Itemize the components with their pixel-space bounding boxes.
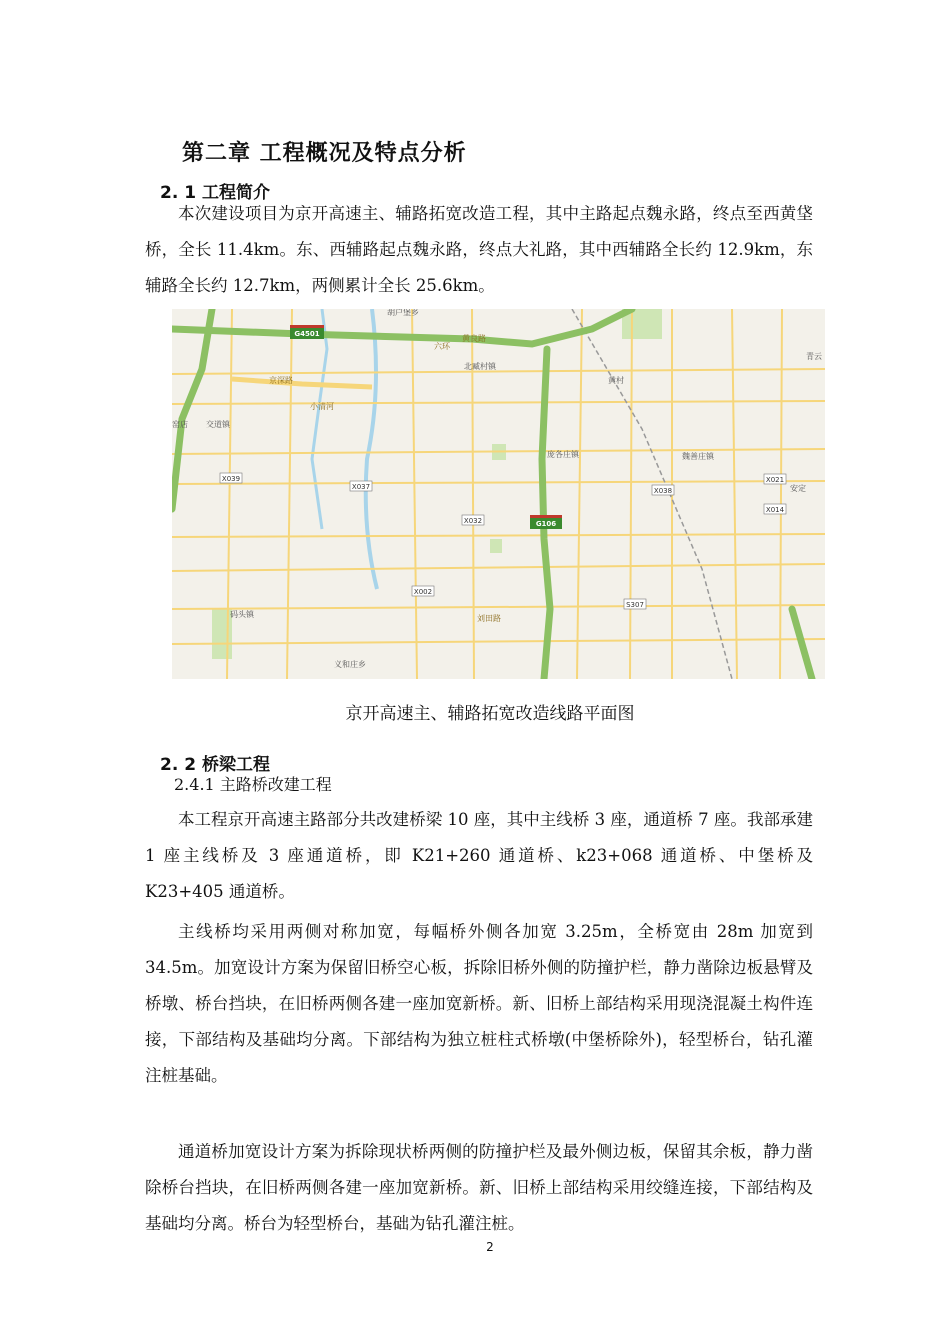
svg-text:X037: X037 (351, 483, 371, 491)
intro-paragraph: 本次建设项目为京开高速主、辅路拓宽改造工程，其中主路起点魏永路，终点至西黄垡桥，全长 11.4km。东、西辅路起点魏永路，终点大礼路，其中西辅路全长约 12.9km，东辅路全长约 12.7km，两侧累计全长 25.6km。 (145, 204, 813, 295)
svg-text:码头镇: 码头镇 (230, 610, 254, 619)
svg-text:六环: 六环 (434, 342, 450, 351)
map-park (212, 609, 232, 659)
svg-text:魏善庄镇: 魏善庄镇 (682, 452, 714, 461)
svg-text:青云: 青云 (806, 352, 822, 361)
svg-text:小清河: 小清河 (310, 402, 334, 411)
bridges-paragraph-3: 通道桥加宽设计方案为拆除现状桥两侧的防撞护栏及最外侧边板，保留其余板，静力凿除桥台挡块，在旧桥两侧各建一座加宽新桥。新、旧桥上部结构采用绞缝连接，下部结构及基础均分离。桥台为轻型桥台，基础为钻孔灌注桩。 (145, 1142, 813, 1233)
svg-text:义和庄乡: 义和庄乡 (334, 660, 366, 669)
section-title-bridges: 2. 2 桥梁工程 (160, 755, 270, 775)
svg-text:胡户堡乡: 胡户堡乡 (387, 309, 419, 317)
page-number: 2 (486, 1240, 494, 1254)
svg-text:X032: X032 (463, 517, 483, 525)
map-background (172, 309, 825, 679)
svg-text:S307: S307 (626, 601, 644, 609)
svg-text:京深路: 京深路 (269, 376, 293, 385)
bridges-paragraph-1: 本工程京开高速主路部分共改建桥梁 10 座，其中主线桥 3 座，通道桥 7 座。我部承建 1 座主线桥及 3 座通道桥，即 K21+260 通道桥、k23+068 通道桥、中堡桥及 K23+405 通道桥。 (145, 810, 813, 901)
route-plan-map (172, 309, 825, 679)
svg-text:X014: X014 (765, 506, 785, 514)
svg-text:黄良路: 黄良路 (462, 334, 486, 343)
g4501-shield-label: G4501 (294, 330, 320, 338)
svg-text:X002: X002 (413, 588, 433, 596)
subsection-title-main-bridges: 2.4.1 主路桥改建工程 (174, 775, 332, 794)
svg-text:安定: 安定 (790, 484, 806, 493)
chapter-title: 第二章 工程概况及特点分析 (182, 141, 467, 166)
svg-text:X039: X039 (221, 475, 241, 483)
bridges-paragraph-2: 主线桥均采用两侧对称加宽，每幅桥外侧各加宽 3.25m，全桥宽由 28m 加宽到 34.5m。加宽设计方案为保留旧桥空心板，拆除旧桥外侧的防撞护栏，静力凿除边板悬臂及桥墩、桥台挡块，在旧桥两侧各建一座加宽新桥。新、旧桥上部结构采用现浇混凝土构件连接，下部结构及基础均分离。下部结构为独立桩柱式桥墩(中堡桥除外)，轻型桥台，钻孔灌注桩基础。 (145, 922, 813, 1085)
svg-text:北臧村镇: 北臧村镇 (464, 362, 496, 371)
svg-text:交道镇: 交道镇 (206, 420, 230, 429)
svg-text:庞各庄镇: 庞各庄镇 (547, 450, 579, 459)
svg-text:X038: X038 (653, 487, 673, 495)
svg-text:窑店: 窑店 (172, 420, 188, 429)
figure-caption: 京开高速主、辅路拓宽改造线路平面图 (345, 704, 635, 724)
g106-shield-label: G106 (535, 520, 557, 528)
svg-text:刘田路: 刘田路 (477, 614, 501, 623)
map-park (490, 539, 502, 553)
svg-text:黄村: 黄村 (608, 376, 624, 385)
svg-text:X021: X021 (765, 476, 785, 484)
section-title-project-intro: 2. 1 工程简介 (160, 183, 270, 203)
